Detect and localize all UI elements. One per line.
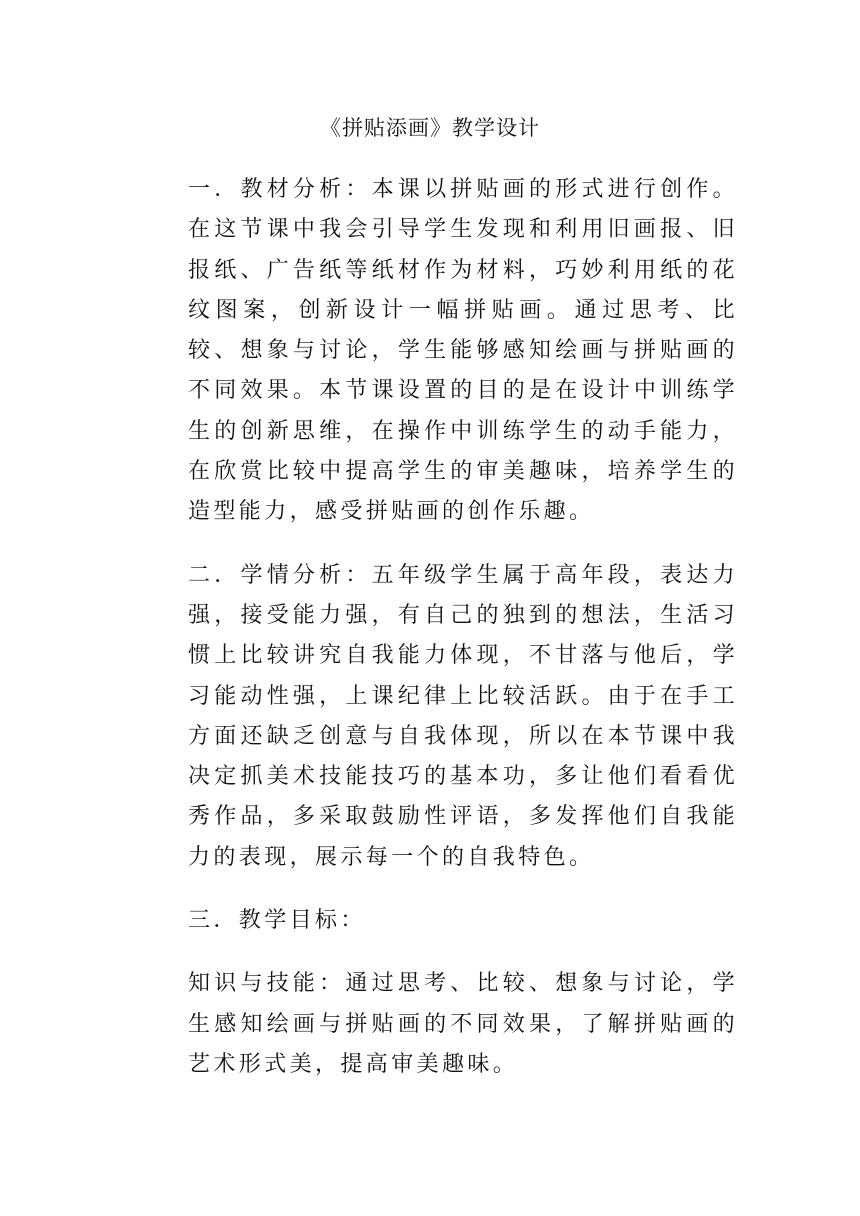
paragraph-knowledge-skills: 知识与技能：通过思考、比较、想象与讨论，学生感知绘画与拼贴画的不同效果，了解拼贴画的艺术形式美，提高审美趣味。 xyxy=(188,971,738,1077)
paragraph-student-analysis: 二．学情分析：五年级学生属于高年段，表达力强，接受能力强，有自己的独到的想法，生活习惯上比较讲究自我能力体现，不甘落与他后，学习能动性强，上课纪律上比较活跃。由于在手工方面还缺乏创意与自我体现，所以在本节课中我决定抓美术技能技巧的基本功，多让他们看看优秀作品，多采取鼓励性评语，多发挥他们自我能力的表现，展示每一个的自我特色。 xyxy=(188,562,738,870)
paragraph-textbook-analysis: 一．教材分析：本课以拼贴画的形式进行创作。在这节课中我会引导学生发现和利用旧画报、旧报纸、广告纸等纸材作为材料，巧妙利用纸的花纹图案，创新设计一幅拼贴画。通过思考、比较、想象与讨论，学生能够感知绘画与拼贴画的不同效果。本节课设置的目的是在设计中训练学生的创新思维，在操作中训练学生的动手能力，在欣赏比较中提高学生的审美趣味，培养学生的造型能力，感受拼贴画的创作乐趣。 xyxy=(188,177,738,525)
document-body xyxy=(188,170,738,1085)
paragraph-teaching-goals-heading: 三．教学目标： xyxy=(188,908,366,934)
document-title: 《拼贴添画》教学设计 xyxy=(320,116,540,140)
